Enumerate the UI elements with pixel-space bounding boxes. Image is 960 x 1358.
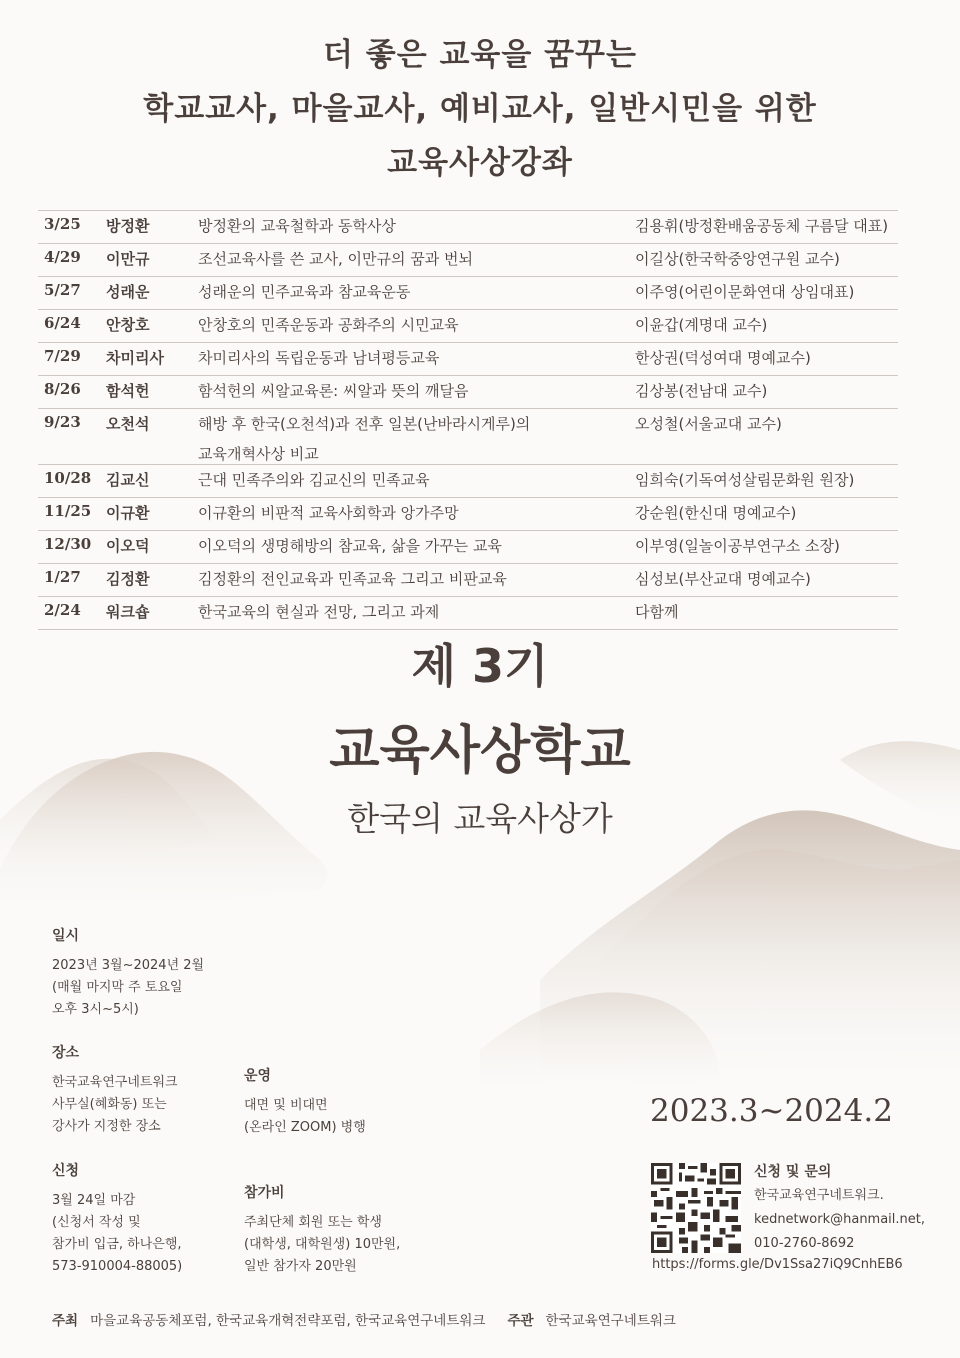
date-line: (매월 마지막 주 토요일 xyxy=(52,980,183,995)
lecture-topic-line: 성래운의 민주교육과 참교육운동 xyxy=(198,283,411,301)
lecture-topic-line: 안창호의 민족운동과 공화주의 시민교육 xyxy=(198,316,459,334)
thinker-name: 함석헌 xyxy=(100,376,192,409)
thinker-name: 차미리사 xyxy=(100,343,192,376)
host-list: 마을교육공동체포럼, 한국교육개혁전략포럼, 한국교육연구네트워크 xyxy=(90,1313,486,1329)
thinker-name: 이오덕 xyxy=(100,531,192,564)
contact-phone: 010-2760-8692 xyxy=(754,1236,855,1251)
lecture-topic-line: 방정환의 교육철학과 동학사상 xyxy=(198,217,396,235)
lecturer: 이윤갑(계명대 교수) xyxy=(629,310,898,343)
thinker-name: 이규환 xyxy=(100,498,192,531)
table-row xyxy=(38,277,898,310)
lecturer: 김상봉(전남대 교수) xyxy=(629,376,898,409)
thinker-name: 워크숍 xyxy=(100,597,192,630)
lecture-topic-line: 이규환의 비판적 교육사회학과 앙가주망 xyxy=(198,504,459,522)
table-row xyxy=(38,211,898,244)
footer xyxy=(52,1309,676,1329)
lecture-topic-line: 한국교육의 현실과 전망, 그리고 과제 xyxy=(198,603,440,621)
school-title: 교육사상학교 xyxy=(329,721,631,781)
school-subtitle: 한국의 교육사상가 xyxy=(347,799,613,838)
header-line-2: 학교교사, 마을교사, 예비교사, 일반시민을 위한 xyxy=(143,91,817,127)
header-line-3: 교육사상강좌 xyxy=(387,145,573,181)
operation-line: 대면 및 비대면 xyxy=(244,1098,328,1113)
application-line: 참가비 입금, 하나은행, xyxy=(52,1237,182,1252)
venue-info xyxy=(52,1042,178,1138)
lecture-date: 1/27 xyxy=(38,564,100,597)
lecturer: 오성철(서울교대 교수) xyxy=(629,409,898,465)
lecturer: 강순원(한신대 명예교수) xyxy=(629,498,898,531)
header-line-1: 더 좋은 교육을 꿈꾸는 xyxy=(323,37,637,73)
table-row xyxy=(38,465,898,498)
lecture-topic xyxy=(192,244,629,277)
lecture-topic xyxy=(192,409,629,465)
table-row xyxy=(38,343,898,376)
fee-info xyxy=(244,1182,400,1278)
table-row xyxy=(38,564,898,597)
lecture-topic xyxy=(192,531,629,564)
date-info xyxy=(52,925,204,1021)
venue-line: 사무실(혜화동) 또는 xyxy=(52,1097,167,1112)
venue-line: 한국교육연구네트워크 xyxy=(52,1075,178,1090)
lecture-topic xyxy=(192,597,629,630)
lecture-date: 5/27 xyxy=(38,277,100,310)
lecturer: 임희숙(기독여성살림문화원 원장) xyxy=(629,465,898,498)
lecturer: 한상권(덕성여대 명예교수) xyxy=(629,343,898,376)
thinker-name: 이만규 xyxy=(100,244,192,277)
lecture-topic-line: 함석헌의 씨알교육론: 씨알과 뜻의 깨달음 xyxy=(198,382,469,400)
lecturer: 심성보(부산교대 명예교수) xyxy=(629,564,898,597)
lecturer: 이부영(일놀이공부연구소 소장) xyxy=(629,531,898,564)
header xyxy=(0,28,960,190)
venue-label: 장소 xyxy=(52,1045,80,1061)
thinker-name: 성래운 xyxy=(100,277,192,310)
lecture-topic xyxy=(192,310,629,343)
thinker-name: 김교신 xyxy=(100,465,192,498)
lecture-topic-line: 근대 민족주의와 김교신의 민족교육 xyxy=(198,471,430,489)
contact-info xyxy=(754,1160,925,1256)
lecture-date: 10/28 xyxy=(38,465,100,498)
lecture-topic xyxy=(192,465,629,498)
lecture-date: 8/26 xyxy=(38,376,100,409)
application-line: 573-910004-88005) xyxy=(52,1259,183,1274)
lecture-topic xyxy=(192,376,629,409)
host-label: 주최 xyxy=(52,1313,79,1329)
lecture-date: 7/29 xyxy=(38,343,100,376)
qr-code-icon[interactable] xyxy=(651,1163,741,1253)
table-row xyxy=(38,409,898,465)
lecture-topic-line: 차미리사의 독립운동과 남녀평등교육 xyxy=(198,349,440,367)
contact-label: 신청 및 문의 xyxy=(754,1164,832,1180)
lecture-topic-line: 김정환의 전인교육과 민족교육 그리고 비판교육 xyxy=(198,570,507,588)
date-line: 2023년 3월~2024년 2월 xyxy=(52,958,205,973)
organizer-name: 한국교육연구네트워크 xyxy=(545,1313,676,1329)
venue-line: 강사가 지정한 장소 xyxy=(52,1119,161,1134)
table-row xyxy=(38,597,898,630)
operation-label: 운영 xyxy=(244,1068,272,1084)
table-row xyxy=(38,376,898,409)
lecturer: 이길상(한국학중앙연구원 교수) xyxy=(629,244,898,277)
organizer-label: 주관 xyxy=(507,1313,534,1329)
lecture-topic-line: 조선교육사를 쓴 교사, 이만규의 꿈과 번뇌 xyxy=(198,250,473,268)
table-row xyxy=(38,310,898,343)
operation-info xyxy=(244,1065,366,1139)
lecturer: 다함께 xyxy=(629,597,898,630)
application-info xyxy=(52,1160,182,1278)
lecture-topic-line: 해방 후 한국(오천석)과 전후 일본(난바라시게루)의 xyxy=(198,415,531,433)
lecture-topic-line: 교육개혁사상 비교 xyxy=(198,445,319,463)
lecture-topic-line: 이오덕의 생명해방의 참교육, 삶을 가꾸는 교육 xyxy=(198,537,502,555)
contact-org: 한국교육연구네트워크. xyxy=(754,1188,884,1203)
lecture-topic xyxy=(192,498,629,531)
table-row xyxy=(38,244,898,277)
table-row xyxy=(38,498,898,531)
fee-line: 주최단체 회원 또는 학생 xyxy=(244,1215,382,1230)
lecture-topic xyxy=(192,277,629,310)
lecture-topic xyxy=(192,343,629,376)
lecture-date: 6/24 xyxy=(38,310,100,343)
lecture-date: 2/24 xyxy=(38,597,100,630)
fee-line: (대학생, 대학원생) 10만원, xyxy=(244,1237,401,1252)
contact-email[interactable]: kednetwork@hanmail.net, xyxy=(754,1212,926,1227)
thinker-name: 방정환 xyxy=(100,211,192,244)
lecture-topic xyxy=(192,564,629,597)
application-label: 신청 xyxy=(52,1163,80,1179)
fee-label: 참가비 xyxy=(244,1185,285,1201)
program-period: 2023.3~2024.2 xyxy=(650,1093,893,1129)
lecture-date: 3/25 xyxy=(38,211,100,244)
lecture-date: 12/30 xyxy=(38,531,100,564)
fee-line: 일반 참가자 20만원 xyxy=(244,1259,357,1274)
lecture-date: 9/23 xyxy=(38,409,100,465)
thinker-name: 안창호 xyxy=(100,310,192,343)
cohort-title: 제 3기 xyxy=(411,639,549,693)
thinker-name: 김정환 xyxy=(100,564,192,597)
operation-line: (온라인 ZOOM) 병행 xyxy=(244,1120,366,1135)
table-row xyxy=(38,531,898,564)
application-form-link[interactable]: https://forms.gle/Dv1Ssa27iQ9CnhEB6 xyxy=(652,1257,903,1272)
lecture-date: 4/29 xyxy=(38,244,100,277)
lecture-schedule-table xyxy=(38,210,898,630)
date-label: 일시 xyxy=(52,928,80,944)
application-line: 3월 24일 마감 xyxy=(52,1193,136,1208)
lecture-date: 11/25 xyxy=(38,498,100,531)
application-line: (신청서 작성 및 xyxy=(52,1215,141,1230)
lecturer: 이주영(어린이문화연대 상임대표) xyxy=(629,277,898,310)
date-line: 오후 3시~5시) xyxy=(52,1002,139,1017)
lecture-topic xyxy=(192,211,629,244)
lecturer: 김용휘(방정환배움공동체 구름달 대표) xyxy=(629,211,898,244)
thinker-name: 오천석 xyxy=(100,409,192,465)
